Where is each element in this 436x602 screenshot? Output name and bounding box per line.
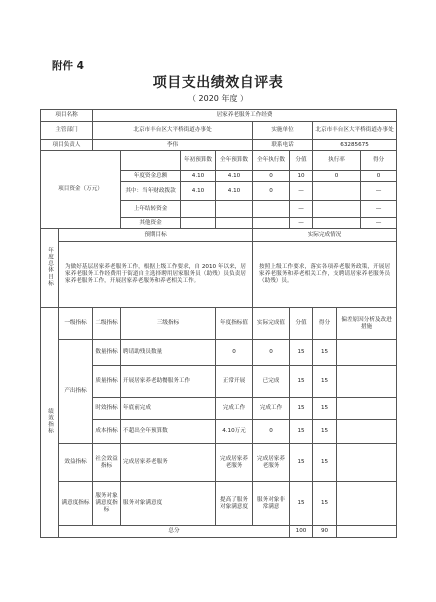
indicator-header: 三级指标 xyxy=(121,308,216,340)
indicator-level2: 数量指标 xyxy=(93,340,121,366)
indicator-header: 偏差原因分析及改进措施 xyxy=(337,308,397,340)
funds-cell: 4.10 xyxy=(216,171,253,182)
indicator-header: 一级指标 xyxy=(59,308,93,340)
funds-cell: — xyxy=(290,201,313,218)
goals-header-row xyxy=(41,229,397,242)
indicator-actual: 完成工作 xyxy=(253,398,290,420)
project-name-row xyxy=(41,110,397,122)
leader-label: 项目负责人 xyxy=(41,140,93,151)
satisfaction-indicator-label: 满意度指标 xyxy=(59,482,93,526)
indicator-header: 分值 xyxy=(290,308,313,340)
indicator-analysis xyxy=(337,482,397,526)
leader-row xyxy=(41,140,397,151)
indicator-level2: 质量指标 xyxy=(93,366,121,398)
indicator-row xyxy=(41,482,397,526)
indicator-score: 15 xyxy=(290,482,313,526)
dept-value: 北京市丰台区大平桥街道办事处 xyxy=(93,122,253,140)
funds-cell xyxy=(253,218,290,229)
indicator-level2: 服务对象满意度指标 xyxy=(93,482,121,526)
attachment-label: 附件 4 xyxy=(52,60,84,72)
indicator-actual: 已完成 xyxy=(253,366,290,398)
indicator-level2: 时效指标 xyxy=(93,398,121,420)
funds-cell: 4.10 xyxy=(216,182,253,201)
indicator-header: 二级指标 xyxy=(93,308,121,340)
indicator-level3: 完成居家养老服务 xyxy=(121,444,216,482)
funds-cell xyxy=(181,201,216,218)
phone-value: 63285675 xyxy=(313,140,397,151)
funds-cell xyxy=(216,218,253,229)
indicator-level3: 服务对象满意度 xyxy=(121,482,216,526)
leader-value: 李伟 xyxy=(93,140,253,151)
funds-cell: — xyxy=(361,201,397,218)
indicator-target: 完成工作 xyxy=(216,398,253,420)
funds-cell xyxy=(216,201,253,218)
dept-label: 主管部门 xyxy=(41,122,93,140)
indicator-got: 15 xyxy=(313,420,337,444)
indicator-score: 15 xyxy=(290,398,313,420)
total-got: 90 xyxy=(313,526,337,538)
funds-cell xyxy=(253,201,290,218)
funds-cell: 0 xyxy=(313,171,361,182)
funds-header: 全年预算数 xyxy=(216,151,253,171)
indicators-group-label xyxy=(41,308,59,538)
funds-cell: — xyxy=(290,218,313,229)
indicator-analysis xyxy=(337,398,397,420)
funds-row-label: 其中：当年财政拨款 xyxy=(121,182,181,201)
indicator-header: 实际完成值 xyxy=(253,308,290,340)
indicator-actual: 服务对象非常满意 xyxy=(253,482,290,526)
funds-header: 全年执行数 xyxy=(253,151,290,171)
goals-content-row xyxy=(41,242,397,308)
funds-row-label: 上年结转资金 xyxy=(121,201,181,218)
goals-group-label xyxy=(41,229,59,308)
indicator-row xyxy=(41,398,397,420)
year-label: （ 2020 年度 ） xyxy=(188,94,248,103)
indicator-row xyxy=(41,340,397,366)
phone-label: 联系电话 xyxy=(253,140,313,151)
indicator-target: 完成居家养老服务 xyxy=(216,444,253,482)
total-score: 100 xyxy=(290,526,313,538)
indicator-actual: 完成居家养老服务 xyxy=(253,444,290,482)
funds-blank-header xyxy=(121,151,181,171)
funds-cell xyxy=(181,218,216,229)
indicators-header-row xyxy=(41,308,397,340)
indicator-got: 15 xyxy=(313,398,337,420)
goals-group-text: 年度总体目标 xyxy=(47,246,53,287)
indicator-score: 15 xyxy=(290,366,313,398)
indicator-analysis xyxy=(337,366,397,398)
total-row xyxy=(41,526,397,538)
indicators-group-text: 绩效指标 xyxy=(47,407,53,435)
funds-cell: 0 xyxy=(253,171,290,182)
indicator-level3: 开展居家养老助餐服务工作 xyxy=(121,366,216,398)
indicator-analysis xyxy=(337,444,397,482)
indicator-row xyxy=(41,366,397,398)
self-evaluation-table xyxy=(40,109,397,538)
funds-header: 分值 xyxy=(290,151,313,171)
goals-expected-text: 为做好基层居家养老服务工作，根据上级工作要求，自 2010 年以来，居家养老服务工作经费用于街道自主选择聘用居家服务员（助残）员负责居家养老服务工作，开展居家养老服务和养老相关工作。 xyxy=(59,242,253,308)
indicator-level3: 聘请助残员数量 xyxy=(121,340,216,366)
indicator-target: 0 xyxy=(216,340,253,366)
funds-cell xyxy=(313,218,361,229)
indicator-level2: 成本指标 xyxy=(93,420,121,444)
funds-header: 得分 xyxy=(361,151,397,171)
funds-cell xyxy=(313,201,361,218)
funds-cell xyxy=(313,182,361,201)
output-indicator-label: 产出指标 xyxy=(59,340,93,444)
funds-cell: 0 xyxy=(361,171,397,182)
indicator-score: 15 xyxy=(290,420,313,444)
funds-cell: — xyxy=(361,218,397,229)
total-label: 总分 xyxy=(59,526,290,538)
goals-actual-header: 实际完成情况 xyxy=(253,229,397,242)
unit-value: 北京市丰台区大平桥街道办事处 xyxy=(313,122,397,140)
indicator-level3: 年底前完成 xyxy=(121,398,216,420)
indicator-got: 15 xyxy=(313,340,337,366)
funds-header-row xyxy=(41,151,397,171)
dept-row xyxy=(41,122,397,140)
project-name-label: 项目名称 xyxy=(41,110,93,122)
effect-indicator-label: 效益指标 xyxy=(59,444,93,482)
page-title: 项目支出绩效自评表 xyxy=(152,75,284,91)
indicator-actual: 0 xyxy=(253,340,290,366)
indicator-target: 提高了服务对象满意度 xyxy=(216,482,253,526)
unit-label: 实施单位 xyxy=(253,122,313,140)
indicator-got: 15 xyxy=(313,444,337,482)
indicator-actual: 0 xyxy=(253,420,290,444)
indicator-score: 15 xyxy=(290,444,313,482)
indicator-score: 15 xyxy=(290,340,313,366)
project-name-value: 居家养老服务工作经费 xyxy=(93,110,397,122)
indicator-row xyxy=(41,444,397,482)
indicator-target: 正常开展 xyxy=(216,366,253,398)
funds-row-label: 年度资金总额 xyxy=(121,171,181,182)
funds-cell: 10 xyxy=(290,171,313,182)
indicator-analysis xyxy=(337,340,397,366)
indicator-target: 4.10万元 xyxy=(216,420,253,444)
funds-header: 执行率 xyxy=(313,151,361,171)
indicator-analysis xyxy=(337,420,397,444)
indicator-got: 15 xyxy=(313,482,337,526)
funds-cell: 4.10 xyxy=(181,182,216,201)
goals-actual-text: 按照上级工作要求，落实各项养老服务政策，开展居家养老服务和养老相关工作，支聘请居家养老服务员（助残）员。 xyxy=(253,242,397,308)
indicator-level2: 社会效益指标 xyxy=(93,444,121,482)
funds-header: 年初预算数 xyxy=(181,151,216,171)
indicator-got: 15 xyxy=(313,366,337,398)
indicator-header: 年度指标值 xyxy=(216,308,253,340)
goals-expected-header: 预期目标 xyxy=(59,229,253,242)
funds-cell: 4.10 xyxy=(181,171,216,182)
total-analysis xyxy=(337,526,397,538)
funds-group-label: 项目资金（万元） xyxy=(41,151,121,229)
indicator-header: 得分 xyxy=(313,308,337,340)
funds-cell: — xyxy=(290,182,313,201)
funds-cell: 0 xyxy=(253,182,290,201)
funds-cell: — xyxy=(361,182,397,201)
funds-row-label: 其他资金 xyxy=(121,218,181,229)
indicator-row xyxy=(41,420,397,444)
indicator-level3: 不超出全年预算数 xyxy=(121,420,216,444)
